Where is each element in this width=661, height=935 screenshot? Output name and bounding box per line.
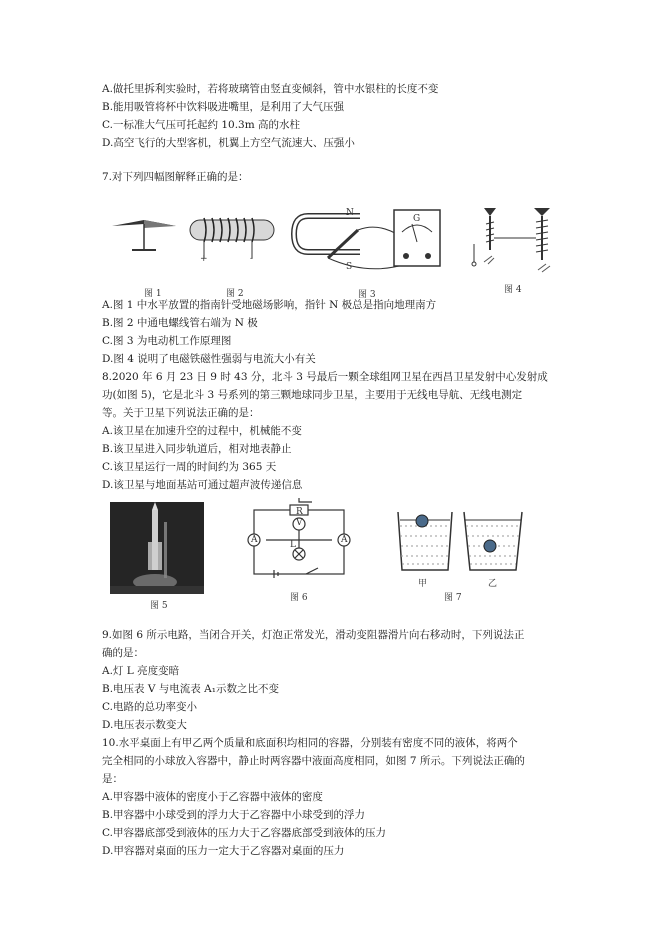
q7-option-a: A.图 1 中水平放置的指南针受地磁场影响，指针 N 极总是指向地理南方 <box>102 299 437 311</box>
figure-2-plus-label: + <box>200 254 208 264</box>
q8-stem-line-3: 等。关于卫星下列说法正确的是： <box>102 407 260 419</box>
figure-6-a-label-right: A <box>341 535 348 545</box>
figure-7-containers <box>392 508 526 574</box>
q7-option-b: B.图 2 中通电螺线管右端为 N 极 <box>102 317 258 329</box>
q10-option-d: D.甲容器对桌面的压力一定大于乙容器对桌面的压力 <box>102 845 345 857</box>
q10-stem-line-1: 10.水平桌面上有甲乙两个质量和底面积均相同的容器，分别装有密度不同的液体，将两个 <box>102 737 518 749</box>
q8-stem-line-2: 功(如图 5)，它是北斗 3 号系列的第三颗地球同步卫星，主要用于无线电导航、无线电测定 <box>102 389 523 401</box>
q9-option-a: A.灯 L 亮度变暗 <box>102 665 180 677</box>
figure-1-caption: 图 1 <box>144 289 162 299</box>
figure-6-v-label: V <box>296 518 303 528</box>
q8-option-d: D.该卫星与地面基站可通过超声波传递信息 <box>102 479 303 491</box>
q6-option-d: D.高空飞行的大型客机，机翼上方空气流速大、压强小 <box>102 137 355 149</box>
figure-1-compass <box>108 206 180 266</box>
figure-6-caption: 图 6 <box>290 593 308 603</box>
figure-7-jia-label: 甲 <box>418 579 428 589</box>
q9-option-b: B.电压表 V 与电流表 A₁示数之比不变 <box>102 683 279 695</box>
figure-2-minus-label: - <box>250 254 254 264</box>
figure-3-generator <box>288 206 448 282</box>
q6-option-b: B.能用吸管将杯中饮料吸进嘴里，是利用了大气压强 <box>102 101 345 113</box>
q8-option-c: C.该卫星运行一周的时间约为 365 天 <box>102 461 277 473</box>
figure-3-n-label: N <box>346 208 354 218</box>
figure-7-yi-label: 乙 <box>488 579 498 589</box>
figure-5-caption: 图 5 <box>150 601 168 611</box>
q7-option-c: C.图 3 为电动机工作原理图 <box>102 335 232 347</box>
figure-7-caption: 图 7 <box>444 593 462 603</box>
q10-stem-line-2: 完全相同的小球放入容器中，静止时两容器中液面高度相同，如图 7 所示。下列说法正确的 <box>102 755 525 767</box>
figure-2-caption: 图 2 <box>226 289 244 299</box>
q8-option-b: B.该卫星进入同步轨道后，相对地表静止 <box>102 443 292 455</box>
figure-6-a-label-left: A <box>251 535 258 545</box>
q9-stem-line-2: 确的是： <box>102 647 144 659</box>
figure-5-rocket-photo <box>110 502 204 594</box>
figure-3-s-label: S <box>346 262 353 272</box>
q7-option-d: D.图 4 说明了电磁铁磁性强弱与电流大小有关 <box>102 353 316 365</box>
figure-3-caption: 图 3 <box>358 290 376 300</box>
figure-4-electromagnets <box>470 204 562 276</box>
figure-3-g-label: G <box>413 214 421 224</box>
q8-stem-line-1: 8.2020 年 6 月 23 日 9 时 43 分，北斗 3 号最后一颗全球组网卫星在西昌卫星发射中心发射成 <box>102 371 548 383</box>
q6-option-c: C.一标准大气压可托起约 10.3m 高的水柱 <box>102 119 301 131</box>
figure-4-caption: 图 4 <box>504 285 522 295</box>
q10-option-a: A.甲容器中液体的密度小于乙容器中液体的密度 <box>102 791 323 803</box>
q10-option-c: C.甲容器底部受到液体的压力大于乙容器底部受到液体的压力 <box>102 827 386 839</box>
q8-option-a: A.该卫星在加速升空的过程中，机械能不变 <box>102 425 302 437</box>
q9-option-d: D.电压表示数变大 <box>102 719 187 731</box>
q10-option-b: B.甲容器中小球受到的浮力大于乙容器中小球受到的浮力 <box>102 809 366 821</box>
q9-stem-line-1: 9.如图 6 所示电路，当闭合开关，灯泡正常发光，滑动变阻器滑片向右移动时，下列说法正 <box>102 629 525 641</box>
q7-stem: 7.对下列四幅图解释正确的是： <box>102 171 249 183</box>
figure-6-l-label: L <box>290 540 296 550</box>
q9-option-c: C.电路的总功率变小 <box>102 701 197 713</box>
q10-stem-line-3: 是： <box>102 773 123 785</box>
figure-6-r-label: R <box>296 507 303 517</box>
q6-option-a: A.做托里拆利实验时，若将玻璃管由竖直变倾斜，管中水银柱的长度不变 <box>102 83 439 95</box>
